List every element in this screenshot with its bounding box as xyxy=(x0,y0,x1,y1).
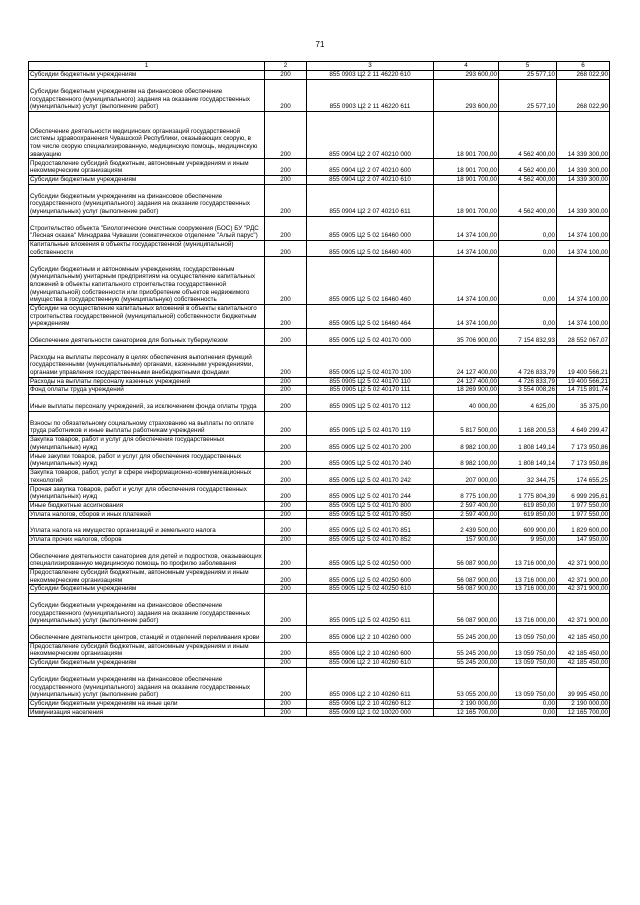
row-amount-executed: 13 716 000,00 xyxy=(499,585,557,594)
row-amount-plan: 18 901 700,00 xyxy=(434,175,499,184)
row-amount-plan: 18 901 700,00 xyxy=(434,159,499,176)
row-amount-executed: 4 562 400,00 xyxy=(499,159,557,176)
row-amount-plan: 2 439 500,00 xyxy=(434,519,499,536)
table-row xyxy=(29,708,610,717)
row-kbk: 855 0906 Ц2 2 10 40260 610 xyxy=(307,659,434,668)
row-amount-executed: 4 625,00 xyxy=(499,395,557,412)
row-kbk: 855 0904 Ц2 2 07 40210 000 xyxy=(307,111,434,159)
row-code: 200 xyxy=(265,304,307,328)
row-name: Субсидии бюджетным и автономным учреждениям, государственным (муниципальным) унитарным предприятиям на осуществление капитальных вложений в объекты капитального строительства государственной (муниципальной) собственности или приобретение объектов недвижимого имущества в государственную (муниципальную) собственность xyxy=(29,257,265,305)
row-amount-remaining: 28 552 067,07 xyxy=(557,329,610,346)
row-kbk: 855 0905 Ц2 5 02 40170 850 xyxy=(307,510,434,519)
row-code: 200 xyxy=(265,184,307,216)
table-row xyxy=(29,585,610,594)
row-amount-remaining: 6 999 295,61 xyxy=(557,485,610,502)
row-code: 200 xyxy=(265,159,307,176)
table-row xyxy=(29,435,610,452)
table-row xyxy=(29,699,610,708)
row-amount-remaining: 268 022,90 xyxy=(557,79,610,111)
row-amount-executed: 4 726 833,79 xyxy=(499,345,557,377)
row-amount-remaining: 1 977 550,00 xyxy=(557,510,610,519)
row-code: 200 xyxy=(265,111,307,159)
row-name: Иммунизация населения xyxy=(29,708,265,717)
row-amount-executed: 13 059 750,00 xyxy=(499,659,557,668)
header-cell: 1 xyxy=(29,62,265,71)
row-amount-executed: 13 059 750,00 xyxy=(499,667,557,699)
row-amount-plan: 14 374 100,00 xyxy=(434,257,499,305)
row-amount-plan: 8 982 100,00 xyxy=(434,452,499,469)
row-code: 200 xyxy=(265,345,307,377)
row-code: 200 xyxy=(265,468,307,485)
row-amount-executed: 0,00 xyxy=(499,304,557,328)
row-amount-plan: 8 982 100,00 xyxy=(434,435,499,452)
row-kbk: 855 0905 Ц2 5 02 40170 240 xyxy=(307,452,434,469)
row-kbk: 855 0906 Ц2 2 10 40260 000 xyxy=(307,626,434,643)
row-kbk: 855 0903 Ц2 2 11 46220 610 xyxy=(307,71,434,80)
row-name: Предоставление субсидий бюджетным, автономным учреждениям и иным некоммерческим организациям xyxy=(29,568,265,585)
table-row xyxy=(29,395,610,412)
row-amount-remaining: 7 173 950,86 xyxy=(557,435,610,452)
table-row xyxy=(29,184,610,216)
table-row xyxy=(29,79,610,111)
row-amount-remaining: 14 715 891,74 xyxy=(557,386,610,395)
row-amount-executed: 4 562 400,00 xyxy=(499,111,557,159)
row-amount-plan: 2 597 400,00 xyxy=(434,510,499,519)
row-code: 200 xyxy=(265,71,307,80)
row-code: 200 xyxy=(265,699,307,708)
row-kbk: 855 0903 Ц2 2 11 46220 611 xyxy=(307,79,434,111)
table-row xyxy=(29,519,610,536)
header-cell: 4 xyxy=(434,62,499,71)
table-row xyxy=(29,642,610,659)
row-kbk: 855 0906 Ц2 2 10 40260 611 xyxy=(307,667,434,699)
row-name: Субсидии бюджетным учреждениям xyxy=(29,71,265,80)
row-name: Иные бюджетные ассигнования xyxy=(29,501,265,510)
row-name: Расходы на выплаты персоналу в целях обеспечения выполнения функций государственными (муниципальными) органами, казенными учреждениями, органами управления государственными внебюджетными фондами xyxy=(29,345,265,377)
row-amount-executed: 619 850,00 xyxy=(499,501,557,510)
row-amount-plan: 56 087 900,00 xyxy=(434,568,499,585)
row-code: 200 xyxy=(265,667,307,699)
row-code: 200 xyxy=(265,708,307,717)
row-code: 200 xyxy=(265,501,307,510)
table-row xyxy=(29,159,610,176)
row-amount-executed: 13 716 000,00 xyxy=(499,594,557,626)
row-code: 200 xyxy=(265,519,307,536)
row-code: 200 xyxy=(265,257,307,305)
table-row xyxy=(29,257,610,305)
table-row xyxy=(29,240,610,257)
table-row xyxy=(29,175,610,184)
row-kbk: 855 0905 Ц2 5 02 40250 600 xyxy=(307,568,434,585)
row-amount-remaining: 14 339 300,00 xyxy=(557,111,610,159)
row-amount-remaining: 1 829 600,00 xyxy=(557,519,610,536)
row-code: 200 xyxy=(265,544,307,568)
row-amount-remaining: 42 371 900,00 xyxy=(557,544,610,568)
row-code: 200 xyxy=(265,535,307,544)
row-amount-executed: 0,00 xyxy=(499,216,557,240)
row-kbk: 855 0905 Ц2 5 02 16460 464 xyxy=(307,304,434,328)
row-code: 200 xyxy=(265,626,307,643)
row-amount-executed: 4 726 833,79 xyxy=(499,377,557,386)
table-row xyxy=(29,345,610,377)
row-kbk: 855 0905 Ц2 5 02 40170 242 xyxy=(307,468,434,485)
row-amount-plan: 55 245 200,00 xyxy=(434,626,499,643)
table-row xyxy=(29,452,610,469)
row-amount-plan: 18 901 700,00 xyxy=(434,184,499,216)
row-code: 200 xyxy=(265,395,307,412)
table-row xyxy=(29,468,610,485)
row-amount-remaining: 7 173 950,86 xyxy=(557,452,610,469)
row-amount-remaining: 147 950,00 xyxy=(557,535,610,544)
row-name: Расходы на выплаты персоналу казенных учреждений xyxy=(29,377,265,386)
table-row xyxy=(29,377,610,386)
row-amount-plan: 5 817 500,00 xyxy=(434,411,499,435)
row-amount-remaining: 35 375,00 xyxy=(557,395,610,412)
row-amount-plan: 14 374 100,00 xyxy=(434,216,499,240)
row-kbk: 855 0905 Ц2 5 02 40170 800 xyxy=(307,501,434,510)
row-kbk: 855 0905 Ц2 5 02 40170 852 xyxy=(307,535,434,544)
row-amount-remaining: 42 371 900,00 xyxy=(557,585,610,594)
row-name: Прочая закупка товаров, работ и услуг для обеспечения государственных (муниципальных) нужд xyxy=(29,485,265,502)
row-amount-executed: 13 716 000,00 xyxy=(499,568,557,585)
row-name: Закупка товаров, работ и услуг для обеспечения государственных (муниципальных) нужд xyxy=(29,435,265,452)
row-kbk: 855 0905 Ц2 5 02 40170 112 xyxy=(307,395,434,412)
row-kbk: 855 0905 Ц2 5 02 40250 610 xyxy=(307,585,434,594)
row-kbk: 855 0905 Ц2 5 02 40170 244 xyxy=(307,485,434,502)
row-code: 200 xyxy=(265,240,307,257)
table-row xyxy=(29,216,610,240)
row-name: Субсидии бюджетным учреждениям на финансовое обеспечение государственного (муниципального) задания на оказание государственных (муниципальных) услуг (выполнение работ) xyxy=(29,184,265,216)
table-row xyxy=(29,386,610,395)
row-amount-plan: 55 245 200,00 xyxy=(434,659,499,668)
row-amount-plan: 14 374 100,00 xyxy=(434,304,499,328)
row-name: Фонд оплаты труда учреждений xyxy=(29,386,265,395)
row-name: Обеспечение деятельности медицинских организаций государственной системы здравоохранения Чувашской Республики, оказывающих скорую, в том числе скорую специализированную, медицинскую помощь, медицинскую эвакуацию xyxy=(29,111,265,159)
row-amount-executed: 609 900,00 xyxy=(499,519,557,536)
row-amount-plan: 2 190 000,00 xyxy=(434,699,499,708)
row-amount-executed: 13 059 750,00 xyxy=(499,626,557,643)
row-code: 200 xyxy=(265,594,307,626)
row-amount-executed: 619 850,00 xyxy=(499,510,557,519)
row-amount-remaining: 268 022,90 xyxy=(557,71,610,80)
table-row xyxy=(29,535,610,544)
row-amount-executed: 1 775 804,39 xyxy=(499,485,557,502)
row-name: Предоставление субсидий бюджетным, автономным учреждениям и иным некоммерческим организациям xyxy=(29,642,265,659)
row-kbk: 855 0905 Ц2 5 02 40170 200 xyxy=(307,435,434,452)
row-amount-remaining: 1 977 550,00 xyxy=(557,501,610,510)
header-cell: 5 xyxy=(499,62,557,71)
row-amount-remaining: 14 339 300,00 xyxy=(557,159,610,176)
row-name: Субсидии бюджетным учреждениям xyxy=(29,175,265,184)
row-kbk: 855 0904 Ц2 2 07 40210 610 xyxy=(307,175,434,184)
table-row xyxy=(29,544,610,568)
row-kbk: 855 0905 Ц2 5 02 40170 000 xyxy=(307,329,434,346)
row-kbk: 855 0905 Ц2 5 02 40170 119 xyxy=(307,411,434,435)
row-amount-plan: 293 600,00 xyxy=(434,79,499,111)
row-amount-executed: 25 577,10 xyxy=(499,71,557,80)
row-amount-executed: 1 808 149,14 xyxy=(499,435,557,452)
row-kbk: 855 0905 Ц2 5 02 16460 400 xyxy=(307,240,434,257)
row-code: 200 xyxy=(265,568,307,585)
row-kbk: 855 0905 Ц2 5 02 40170 100 xyxy=(307,345,434,377)
row-amount-executed: 1 168 200,53 xyxy=(499,411,557,435)
row-name: Субсидии бюджетным учреждениям xyxy=(29,659,265,668)
row-name: Обеспечение деятельности центров, станций и отделений переливания крови xyxy=(29,626,265,643)
page-number: 71 xyxy=(315,40,325,49)
row-amount-executed: 3 554 008,26 xyxy=(499,386,557,395)
header-cell: 6 xyxy=(557,62,610,71)
row-code: 200 xyxy=(265,452,307,469)
row-amount-executed: 0,00 xyxy=(499,699,557,708)
table-row xyxy=(29,594,610,626)
row-amount-plan: 2 597 400,00 xyxy=(434,501,499,510)
budget-table xyxy=(28,61,610,717)
row-name: Уплата налога на имущество организаций и земельного налога xyxy=(29,519,265,536)
row-name: Взносы по обязательному социальному страхованию на выплаты по оплате труда работников и иные выплаты работникам учреждений xyxy=(29,411,265,435)
row-code: 200 xyxy=(265,329,307,346)
row-amount-executed: 32 344,75 xyxy=(499,468,557,485)
row-kbk: 855 0905 Ц2 5 02 40250 611 xyxy=(307,594,434,626)
row-code: 200 xyxy=(265,377,307,386)
table-header-row xyxy=(29,62,610,71)
header-cell: 2 xyxy=(265,62,307,71)
table-row xyxy=(29,667,610,699)
table-row xyxy=(29,329,610,346)
row-amount-plan: 53 055 200,00 xyxy=(434,667,499,699)
row-amount-plan: 18 269 900,00 xyxy=(434,386,499,395)
row-amount-remaining: 12 165 700,00 xyxy=(557,708,610,717)
row-name: Предоставление субсидий бюджетным, автономным учреждениям и иным некоммерческим организациям xyxy=(29,159,265,176)
row-amount-executed: 1 808 149,14 xyxy=(499,452,557,469)
row-name: Строительство объекта "Биологические очистные сооружения (БОС) БУ "РДС "Лесная сказка" Минздрава Чувашии (соматическое отделение "Алый парус") xyxy=(29,216,265,240)
row-code: 200 xyxy=(265,485,307,502)
table-row xyxy=(29,71,610,80)
row-amount-executed: 13 716 000,00 xyxy=(499,544,557,568)
row-amount-remaining: 14 374 100,00 xyxy=(557,257,610,305)
row-amount-executed: 0,00 xyxy=(499,240,557,257)
row-amount-executed: 7 154 832,93 xyxy=(499,329,557,346)
row-amount-remaining: 14 374 100,00 xyxy=(557,240,610,257)
row-code: 200 xyxy=(265,216,307,240)
row-amount-remaining: 14 339 300,00 xyxy=(557,175,610,184)
row-kbk: 855 0904 Ц2 2 07 40210 600 xyxy=(307,159,434,176)
row-kbk: 855 0905 Ц2 5 02 40170 851 xyxy=(307,519,434,536)
row-amount-executed: 4 562 400,00 xyxy=(499,184,557,216)
row-amount-remaining: 19 400 566,21 xyxy=(557,345,610,377)
row-name: Иные выплаты персоналу учреждений, за исключением фонда оплаты труда xyxy=(29,395,265,412)
row-code: 200 xyxy=(265,435,307,452)
row-amount-plan: 18 901 700,00 xyxy=(434,111,499,159)
row-code: 200 xyxy=(265,79,307,111)
row-amount-remaining: 39 995 450,00 xyxy=(557,667,610,699)
table-row xyxy=(29,411,610,435)
row-kbk: 855 0904 Ц2 2 07 40210 611 xyxy=(307,184,434,216)
table-row xyxy=(29,111,610,159)
row-name: Уплата налогов, сборов и иных платежей xyxy=(29,510,265,519)
row-code: 200 xyxy=(265,175,307,184)
row-amount-plan: 12 165 700,00 xyxy=(434,708,499,717)
row-kbk: 855 0905 Ц2 5 02 16460 000 xyxy=(307,216,434,240)
row-name: Обеспечение деятельности санаториев для больных туберкулезом xyxy=(29,329,265,346)
row-amount-executed: 0,00 xyxy=(499,257,557,305)
row-kbk: 855 0906 Ц2 2 10 40260 600 xyxy=(307,642,434,659)
table-row xyxy=(29,485,610,502)
row-amount-remaining: 174 655,25 xyxy=(557,468,610,485)
row-amount-remaining: 14 374 100,00 xyxy=(557,304,610,328)
row-amount-plan: 35 706 900,00 xyxy=(434,329,499,346)
table-row xyxy=(29,501,610,510)
row-amount-executed: 0,00 xyxy=(499,708,557,717)
row-amount-plan: 8 775 100,00 xyxy=(434,485,499,502)
header-cell: 3 xyxy=(307,62,434,71)
row-name: Субсидии бюджетным учреждениям на финансовое обеспечение государственного (муниципального) задания на оказание государственных (муниципальных) услуг (выполнение работ) xyxy=(29,594,265,626)
row-code: 200 xyxy=(265,659,307,668)
row-amount-remaining: 2 190 000,00 xyxy=(557,699,610,708)
row-kbk: 855 0906 Ц2 2 10 40260 612 xyxy=(307,699,434,708)
row-name: Капитальные вложения в объекты государственной (муниципальной) собственности xyxy=(29,240,265,257)
row-name: Субсидии бюджетным учреждениям на иные цели xyxy=(29,699,265,708)
row-kbk: 855 0909 Ц2 1 02 10020 000 xyxy=(307,708,434,717)
row-amount-executed: 4 562 400,00 xyxy=(499,175,557,184)
row-amount-remaining: 42 371 900,00 xyxy=(557,568,610,585)
table-row xyxy=(29,510,610,519)
row-amount-remaining: 42 185 450,00 xyxy=(557,642,610,659)
row-name: Обеспечение деятельности санаториев для детей и подростков, оказывающих специализированную медицинскую помощь по профилю заболевания xyxy=(29,544,265,568)
row-amount-plan: 56 087 900,00 xyxy=(434,585,499,594)
table-row xyxy=(29,626,610,643)
table-row xyxy=(29,304,610,328)
table-row xyxy=(29,568,610,585)
row-amount-plan: 55 245 200,00 xyxy=(434,642,499,659)
row-amount-remaining: 4 649 299,47 xyxy=(557,411,610,435)
row-amount-plan: 293 600,00 xyxy=(434,71,499,80)
row-amount-plan: 40 000,00 xyxy=(434,395,499,412)
row-name: Субсидии бюджетным учреждениям xyxy=(29,585,265,594)
row-code: 200 xyxy=(265,585,307,594)
row-kbk: 855 0905 Ц2 5 02 40250 000 xyxy=(307,544,434,568)
table-row xyxy=(29,659,610,668)
row-amount-executed: 9 950,00 xyxy=(499,535,557,544)
row-code: 200 xyxy=(265,411,307,435)
row-name: Субсидии на осуществление капитальных вложений в объекты капитального строительства государственной (муниципальной) собственности бюджетным учреждениям xyxy=(29,304,265,328)
row-code: 200 xyxy=(265,386,307,395)
row-name: Уплата прочих налогов, сборов xyxy=(29,535,265,544)
row-amount-executed: 25 577,10 xyxy=(499,79,557,111)
row-code: 200 xyxy=(265,510,307,519)
row-name: Субсидии бюджетным учреждениям на финансовое обеспечение государственного (муниципального) задания на оказание государственных (муниципальных) услуг (выполнение работ) xyxy=(29,667,265,699)
row-amount-plan: 56 087 900,00 xyxy=(434,594,499,626)
row-amount-plan: 14 374 100,00 xyxy=(434,240,499,257)
row-kbk: 855 0905 Ц2 5 02 40170 110 xyxy=(307,377,434,386)
row-amount-plan: 56 087 900,00 xyxy=(434,544,499,568)
row-amount-executed: 13 059 750,00 xyxy=(499,642,557,659)
row-name: Закупка товаров, работ, услуг в сфере информационно-коммуникационных технологий xyxy=(29,468,265,485)
row-amount-remaining: 42 371 900,00 xyxy=(557,594,610,626)
row-name: Иные закупки товаров, работ и услуг для обеспечения государственных (муниципальных) нужд xyxy=(29,452,265,469)
row-amount-remaining: 19 400 566,21 xyxy=(557,377,610,386)
row-amount-plan: 24 127 400,00 xyxy=(434,377,499,386)
row-amount-remaining: 42 185 450,00 xyxy=(557,659,610,668)
row-name: Субсидии бюджетным учреждениям на финансовое обеспечение государственного (муниципального) задания на оказание государственных (муниципальных) услуг (выполнение работ) xyxy=(29,79,265,111)
row-amount-remaining: 42 185 450,00 xyxy=(557,626,610,643)
row-amount-remaining: 14 339 300,00 xyxy=(557,184,610,216)
row-code: 200 xyxy=(265,642,307,659)
row-kbk: 855 0905 Ц2 5 02 40170 111 xyxy=(307,386,434,395)
row-kbk: 855 0905 Ц2 5 02 16460 460 xyxy=(307,257,434,305)
row-amount-remaining: 14 374 100,00 xyxy=(557,216,610,240)
row-amount-plan: 24 127 400,00 xyxy=(434,345,499,377)
row-amount-plan: 207 000,00 xyxy=(434,468,499,485)
row-amount-plan: 157 900,00 xyxy=(434,535,499,544)
